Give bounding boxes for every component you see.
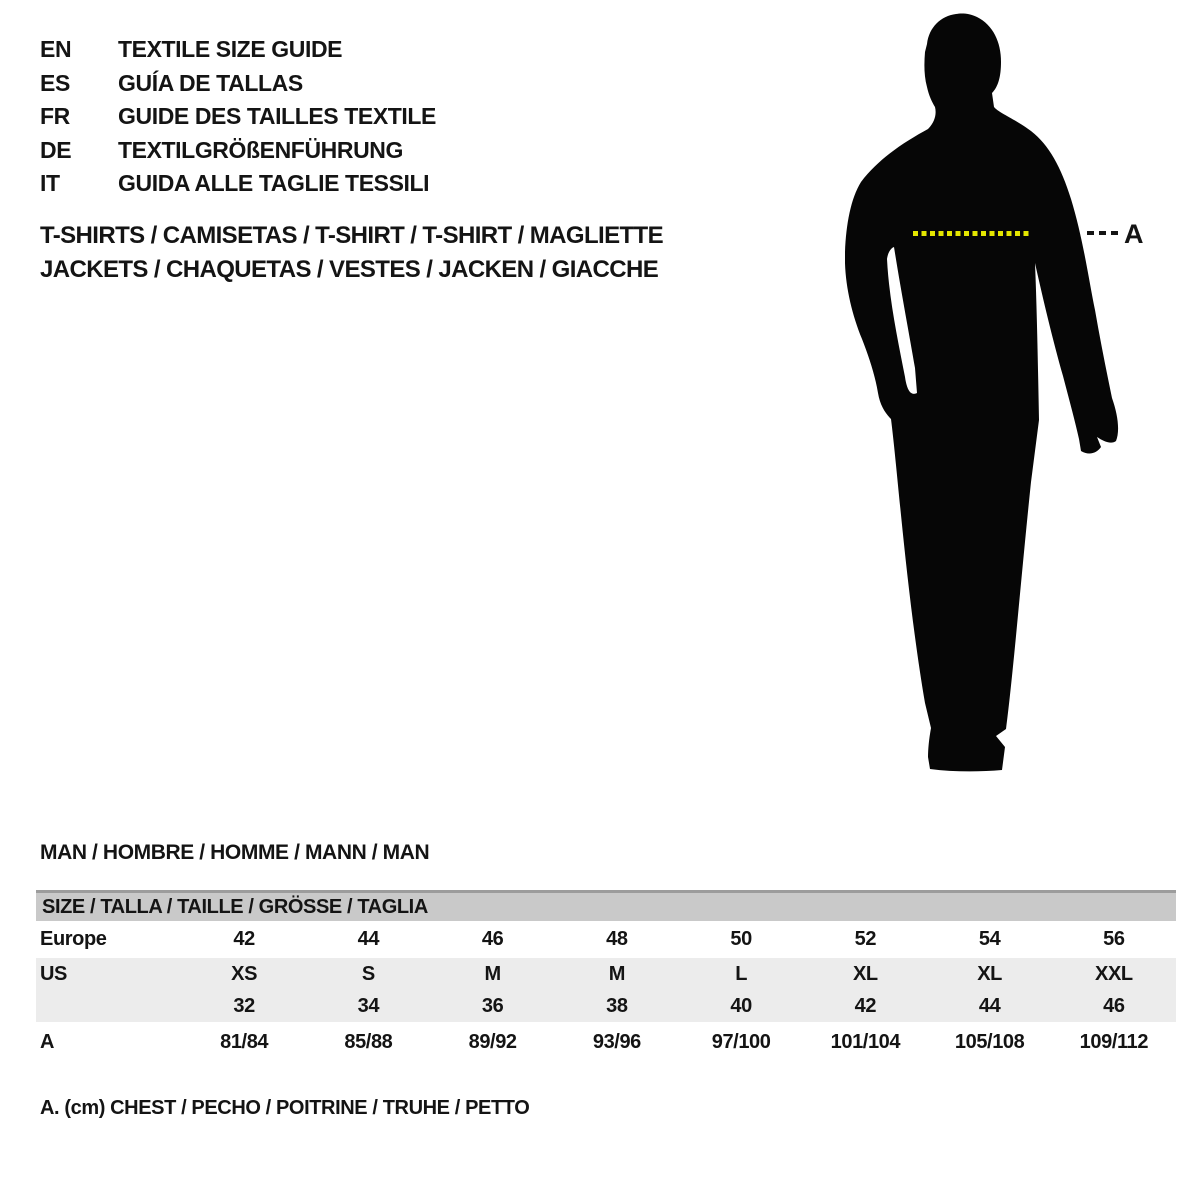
row-label: A [40, 1030, 55, 1053]
guide-title: GUIDA ALLE TAGLIE TESSILI [118, 170, 430, 196]
measure-label-a: A [1124, 219, 1144, 249]
row-label: US [40, 962, 67, 985]
table-cell: 81/84 [220, 1030, 269, 1053]
table-cell: XS [231, 962, 258, 985]
language-code: ES [40, 69, 70, 96]
size-table-header: SIZE / TALLA / TAILLE / GRÖSSE / TAGLIA [36, 890, 1176, 921]
measure-callout-dashes [1087, 231, 1118, 235]
section-heading-man: MAN / HOMBRE / HOMME / MANN / MAN [40, 841, 430, 864]
table-cell: 56 [1103, 928, 1125, 950]
table-cell: S [361, 962, 375, 985]
category-line-tshirts: T-SHIRTS / CAMISETAS / T-SHIRT / T-SHIRT / MAGLIETTE [40, 222, 664, 249]
table-row-us [36, 958, 1176, 990]
table-cell: 32 [233, 994, 255, 1017]
garment-category-list [40, 219, 663, 286]
table-cell: 44 [978, 994, 1001, 1017]
table-cell: 34 [357, 994, 380, 1017]
language-code: EN [40, 36, 72, 62]
language-code: FR [40, 103, 70, 129]
guide-title: GUÍA DE TALLAS [118, 69, 303, 96]
chest-measure-dotted-line [913, 231, 1032, 236]
table-cell: 105/108 [954, 1030, 1025, 1053]
row-label: Europe [40, 928, 107, 950]
language-title-list [40, 33, 436, 201]
guide-title: TEXTILGRÖßENFÜHRUNG [118, 136, 403, 163]
table-cell: 50 [730, 928, 752, 950]
table-cell: 46 [481, 928, 504, 950]
table-cell: 42 [233, 928, 255, 950]
table-cell: 109/112 [1079, 1030, 1149, 1053]
table-row-us-numeric [36, 990, 1176, 1022]
table-cell: 46 [1103, 994, 1125, 1017]
guide-title: GUIDE DES TAILLES TEXTILE [118, 103, 436, 129]
size-table [36, 890, 1176, 1062]
man-silhouette [845, 12, 1122, 774]
table-cell: 52 [854, 928, 877, 950]
table-cell: 101/104 [830, 1030, 901, 1053]
measurement-footnote: A. (cm) CHEST / PECHO / POITRINE / TRUHE / PETTO [40, 1097, 530, 1119]
table-cell: XXL [1095, 962, 1133, 985]
table-cell: 36 [481, 994, 504, 1017]
table-cell: XL [852, 962, 878, 985]
table-cell: 97/100 [711, 1030, 771, 1053]
table-cell: 93/96 [592, 1030, 641, 1053]
table-cell: 40 [730, 994, 752, 1017]
table-row-chest [36, 1022, 1176, 1062]
category-line-jackets: JACKETS / CHAQUETAS / VESTES / JACKEN / GIACCHE [40, 255, 659, 283]
language-code: IT [40, 170, 60, 196]
language-code: DE [40, 136, 72, 163]
guide-title: TEXTILE SIZE GUIDE [118, 36, 343, 62]
table-cell: 48 [606, 928, 628, 950]
table-cell: 42 [854, 994, 877, 1017]
table-cell: 44 [357, 928, 380, 950]
table-cell: L [735, 962, 748, 985]
table-cell: 38 [606, 994, 628, 1017]
table-cell: 54 [978, 928, 1001, 950]
man-body-shape [845, 13, 1118, 771]
table-cell: 85/88 [344, 1030, 393, 1053]
table-cell: M [484, 962, 501, 985]
table-cell: 89/92 [468, 1030, 517, 1053]
table-cell: M [608, 962, 625, 985]
table-cell: XL [977, 962, 1002, 985]
table-row-europe [36, 921, 1176, 958]
